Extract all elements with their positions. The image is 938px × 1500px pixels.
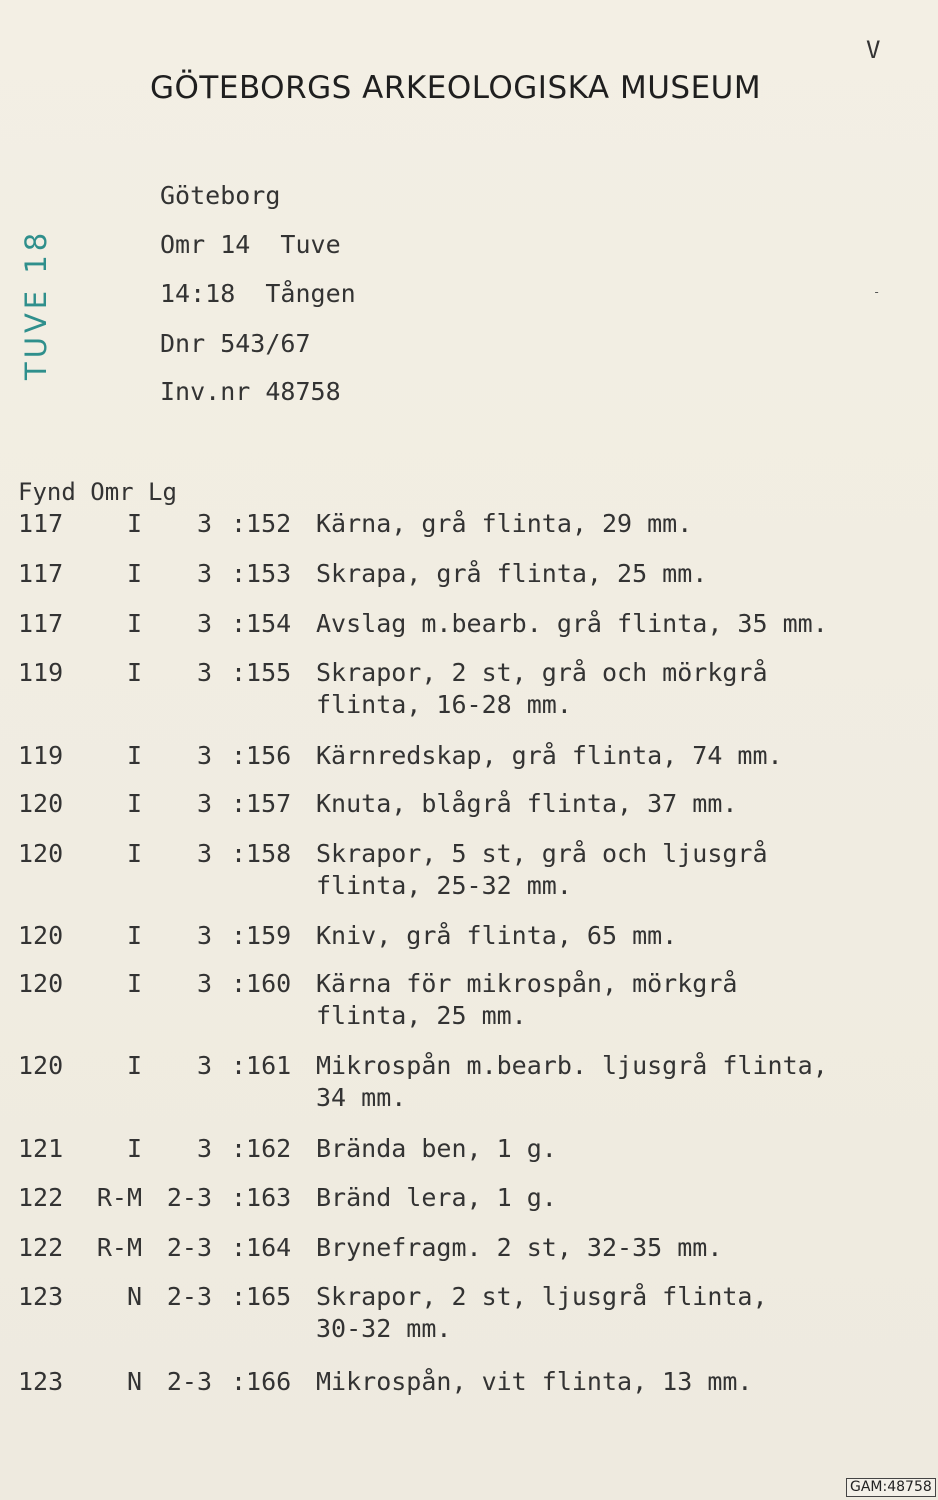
- omr-cell: I: [126, 658, 142, 687]
- description-cell: Knuta, blågrå flinta, 37 mm.: [316, 789, 738, 818]
- fynd-cell: 120: [18, 789, 64, 818]
- omr-cell: I: [126, 609, 142, 638]
- nr-cell: :155: [231, 658, 292, 687]
- omr-cell: I: [126, 839, 142, 868]
- lg-cell: 3: [196, 559, 212, 588]
- location-line-inv: Inv.nr 48758: [160, 377, 341, 406]
- omr-cell: N: [126, 1282, 142, 1311]
- lg-cell: 3: [196, 1134, 212, 1163]
- nr-cell: :157: [231, 789, 292, 818]
- nr-cell: :156: [231, 741, 292, 770]
- nr-cell: :158: [231, 839, 292, 868]
- fynd-cell: 119: [18, 658, 64, 687]
- fynd-cell: 120: [18, 921, 64, 950]
- description-cell: Kärna för mikrospån, mörkgrå: [316, 969, 738, 998]
- lg-cell: 3: [196, 969, 212, 998]
- lg-cell: 3: [196, 921, 212, 950]
- omr-cell: N: [126, 1367, 142, 1396]
- location-line-area: Omr 14 Tuve: [160, 230, 341, 259]
- fynd-cell: 120: [18, 1051, 64, 1080]
- nr-cell: :159: [231, 921, 292, 950]
- nr-cell: :165: [231, 1282, 292, 1311]
- omr-cell: R-M: [96, 1183, 142, 1212]
- omr-cell: I: [126, 1134, 142, 1163]
- museum-header: GÖTEBORGS ARKEOLOGISKA MUSEUM: [150, 70, 762, 106]
- omr-cell: I: [126, 741, 142, 770]
- omr-cell: I: [126, 969, 142, 998]
- description-continuation-cell: flinta, 25-32 mm.: [316, 871, 572, 900]
- nr-cell: :162: [231, 1134, 292, 1163]
- fynd-cell: 123: [18, 1282, 64, 1311]
- lg-cell: 3: [196, 741, 212, 770]
- nr-cell: :152: [231, 509, 292, 538]
- location-line-city: Göteborg: [160, 181, 281, 210]
- description-cell: Brända ben, 1 g.: [316, 1134, 557, 1163]
- nr-cell: :164: [231, 1233, 292, 1262]
- description-cell: Skrapor, 2 st, ljusgrå flinta,: [316, 1282, 768, 1311]
- nr-cell: :166: [231, 1367, 292, 1396]
- table-header: Fynd Omr Lg: [18, 478, 177, 506]
- omr-cell: I: [126, 921, 142, 950]
- lg-cell: 2-3: [166, 1183, 212, 1212]
- fynd-cell: 117: [18, 509, 64, 538]
- inventory-stamp: GAM:48758: [846, 1478, 936, 1497]
- fynd-cell: 117: [18, 609, 64, 638]
- lg-cell: 2-3: [166, 1367, 212, 1396]
- location-line-dnr: Dnr 543/67: [160, 329, 311, 358]
- omr-cell: I: [126, 789, 142, 818]
- lg-cell: 2-3: [166, 1282, 212, 1311]
- description-continuation-cell: 30-32 mm.: [316, 1314, 452, 1343]
- lg-cell: 3: [196, 839, 212, 868]
- fynd-cell: 122: [18, 1233, 64, 1262]
- lg-cell: 3: [196, 609, 212, 638]
- description-cell: Kniv, grå flinta, 65 mm.: [316, 921, 678, 950]
- side-label: TUVE 18: [19, 228, 53, 380]
- nr-cell: :160: [231, 969, 292, 998]
- description-cell: Mikrospån, vit flinta, 13 mm.: [316, 1367, 753, 1396]
- lg-cell: 3: [196, 789, 212, 818]
- description-cell: Brynefragm. 2 st, 32-35 mm.: [316, 1233, 723, 1262]
- fynd-cell: 120: [18, 839, 64, 868]
- lg-cell: 3: [196, 1051, 212, 1080]
- omr-cell: I: [126, 559, 142, 588]
- nr-cell: :154: [231, 609, 292, 638]
- location-line-site: 14:18 Tången: [160, 279, 356, 308]
- description-continuation-cell: flinta, 25 mm.: [316, 1001, 527, 1030]
- nr-cell: :163: [231, 1183, 292, 1212]
- fynd-cell: 121: [18, 1134, 64, 1163]
- description-cell: Kärnredskap, grå flinta, 74 mm.: [316, 741, 783, 770]
- description-cell: Skrapa, grå flinta, 25 mm.: [316, 559, 708, 588]
- stray-mark: -: [873, 285, 881, 299]
- omr-cell: I: [126, 1051, 142, 1080]
- fynd-cell: 122: [18, 1183, 64, 1212]
- fynd-cell: 117: [18, 559, 64, 588]
- omr-cell: I: [126, 509, 142, 538]
- fynd-cell: 123: [18, 1367, 64, 1396]
- lg-cell: 3: [196, 509, 212, 538]
- page-roman-numeral: V: [866, 36, 881, 64]
- description-cell: Kärna, grå flinta, 29 mm.: [316, 509, 693, 538]
- omr-cell: R-M: [96, 1233, 142, 1262]
- description-cell: Bränd lera, 1 g.: [316, 1183, 557, 1212]
- fynd-cell: 120: [18, 969, 64, 998]
- lg-cell: 3: [196, 658, 212, 687]
- description-cell: Skrapor, 2 st, grå och mörkgrå: [316, 658, 768, 687]
- description-cell: Skrapor, 5 st, grå och ljusgrå: [316, 839, 768, 868]
- description-cell: Avslag m.bearb. grå flinta, 35 mm.: [316, 609, 828, 638]
- description-continuation-cell: flinta, 16-28 mm.: [316, 690, 572, 719]
- description-continuation-cell: 34 mm.: [316, 1083, 407, 1112]
- nr-cell: :153: [231, 559, 292, 588]
- description-cell: Mikrospån m.bearb. ljusgrå flinta,: [316, 1051, 828, 1080]
- fynd-cell: 119: [18, 741, 64, 770]
- nr-cell: :161: [231, 1051, 292, 1080]
- lg-cell: 2-3: [166, 1233, 212, 1262]
